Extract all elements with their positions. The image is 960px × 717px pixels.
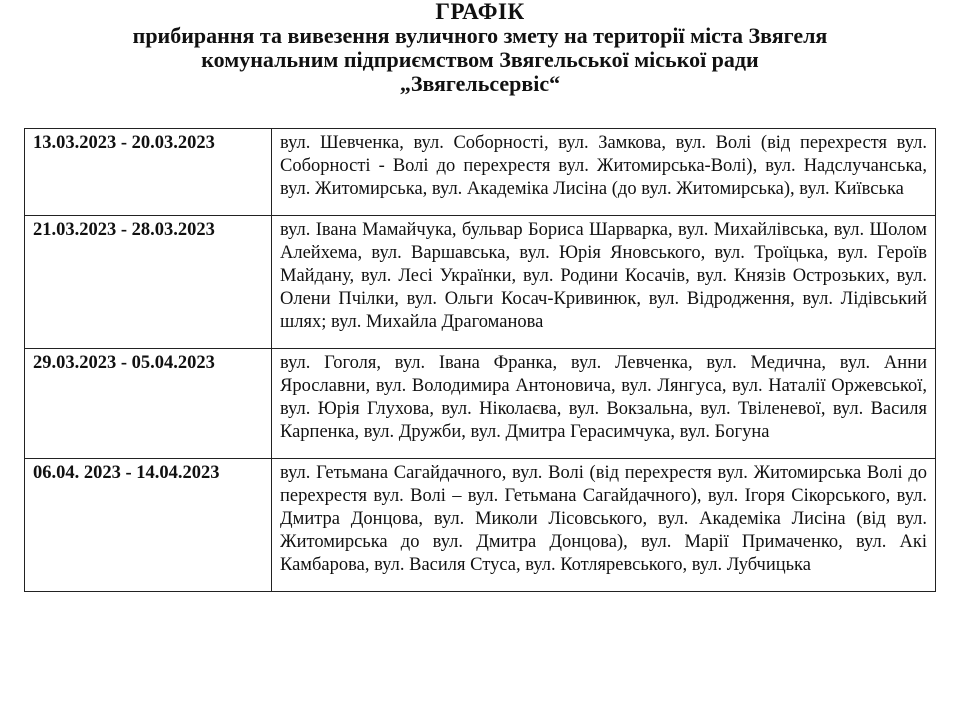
period-cell: 29.03.2023 - 05.04.2023 (25, 349, 272, 459)
document-header (0, 0, 960, 96)
period-cell: 21.03.2023 - 28.03.2023 (25, 216, 272, 349)
streets-cell: вул. Гетьмана Сагайдачного, вул. Волі (від перехрестя вул. Житомирська Волі до перехрестя вул. Волі – вул. Гетьмана Сагайдачного), вул. Ігоря Сікорського, вул. Дмитра Донцова, вул. Миколи Лісовського, вул. Академіка Лисіна (від вул. Житомирська до вул. Дмитра Донцова), вул. Марії Примаченко, вул. Акі Камбарова, вул. Василя Стуса, вул. Котляревського, вул. Лубчицька (272, 459, 936, 592)
table-row (25, 129, 936, 216)
document-subtitle-line-3: „Звягельсервіс“ (399, 71, 561, 96)
document-subtitle-line-2: комунальним підприємством Звягельської міської ради (201, 47, 759, 72)
schedule-table (24, 128, 936, 592)
streets-cell: вул. Івана Мамайчука, бульвар Бориса Шарварка, вул. Михайлівська, вул. Шолом Алейхема, вул. Варшавська, вул. Юрія Яновського, вул. Троїцька, вул. Героїв Майдану, вул. Лесі Українки, вул. Родини Косачів, вул. Князів Острозьких, вул. Олени Пчілки, вул. Ольги Косач-Кривинюк, вул. Відродження, вул. Лідівський шлях; вул. Михайла Драгоманова (272, 216, 936, 349)
streets-cell: вул. Шевченка, вул. Соборності, вул. Замкова, вул. Волі (від перехрестя вул. Соборності - Волі до перехрестя вул. Житомирська-Волі), вул. Надслучанська, вул. Житомирська, вул. Академіка Лисіна (до вул. Житомирська), вул. Київська (272, 129, 936, 216)
table-row (25, 216, 936, 349)
streets-cell: вул. Гоголя, вул. Івана Франка, вул. Левченка, вул. Медична, вул. Анни Ярославни, вул. Володимира Антоновича, вул. Лянгуса, вул. Наталії Оржевської, вул. Юрія Глухова, вул. Ніколаєва, вул. Вокзальна, вул. Твіленевої, вул. Василя Карпенка, вул. Дружби, вул. Дмитра Герасимчука, вул. Богуна (272, 349, 936, 459)
document-title: ГРАФІК (435, 0, 525, 24)
table-row (25, 459, 936, 592)
table-row (25, 349, 936, 459)
document-subtitle-line-1: прибирання та вивезення вуличного змету на території міста Звягеля (132, 23, 828, 48)
period-cell: 06.04. 2023 - 14.04.2023 (25, 459, 272, 592)
period-cell: 13.03.2023 - 20.03.2023 (25, 129, 272, 216)
